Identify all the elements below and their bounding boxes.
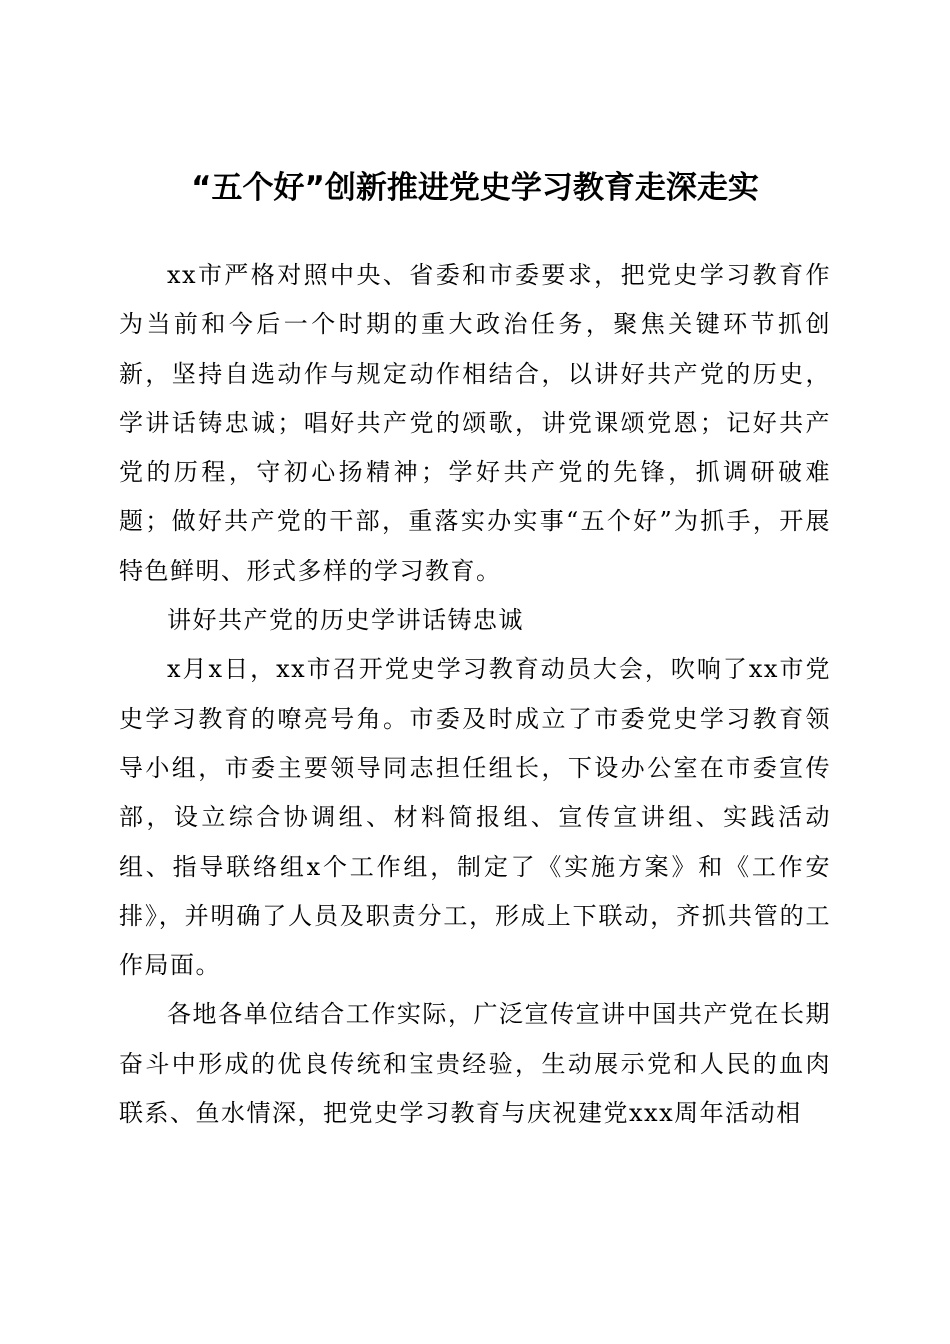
paragraph-publicity: 各地各单位结合工作实际，广泛宣传宣讲中国共产党在长期奋斗中形成的优良传统和宝贵经验，生动展示党和人民的血肉联系、鱼水情深，把党史学习教育与庆祝建党xxx周年活动相 [119,1000,831,1128]
document-body [119,251,831,1138]
document-title: “五个好”创新推进党史学习教育走深走实 [191,170,759,206]
paragraph-intro: xx市严格对照中央、省委和市委要求，把党史学习教育作为当前和今后一个时期的重大政治任务，聚焦关键环节抓创新，坚持自选动作与规定动作相结合，以讲好共产党的历史，学讲话铸忠诚；唱好共产党的颂歌，讲党课颂党恩；记好共产党的历程，守初心扬精神；学好共产党的先锋，抓调研破难题；做好共产党的干部，重落实办实事“五个好”为抓手，开展特色鲜明、形式多样的学习教育。 [119,261,831,585]
paragraph-mobilization: x月x日，xx市召开党史学习教育动员大会，吹响了xx市党史学习教育的嘹亮号角。市委及时成立了市委党史学习教育领导小组，市委主要领导同志担任组长，下设办公室在市委宣传部，设立综合协调组、材料简报组、宣传宣讲组、实践活动组、指导联络组x个工作组，制定了《实施方案》和《工作安排》，并明确了人员及职责分工，形成上下联动，齐抓共管的工作局面。 [119,655,831,980]
section-heading: 讲好共产党的历史学讲话铸忠诚 [167,606,524,635]
